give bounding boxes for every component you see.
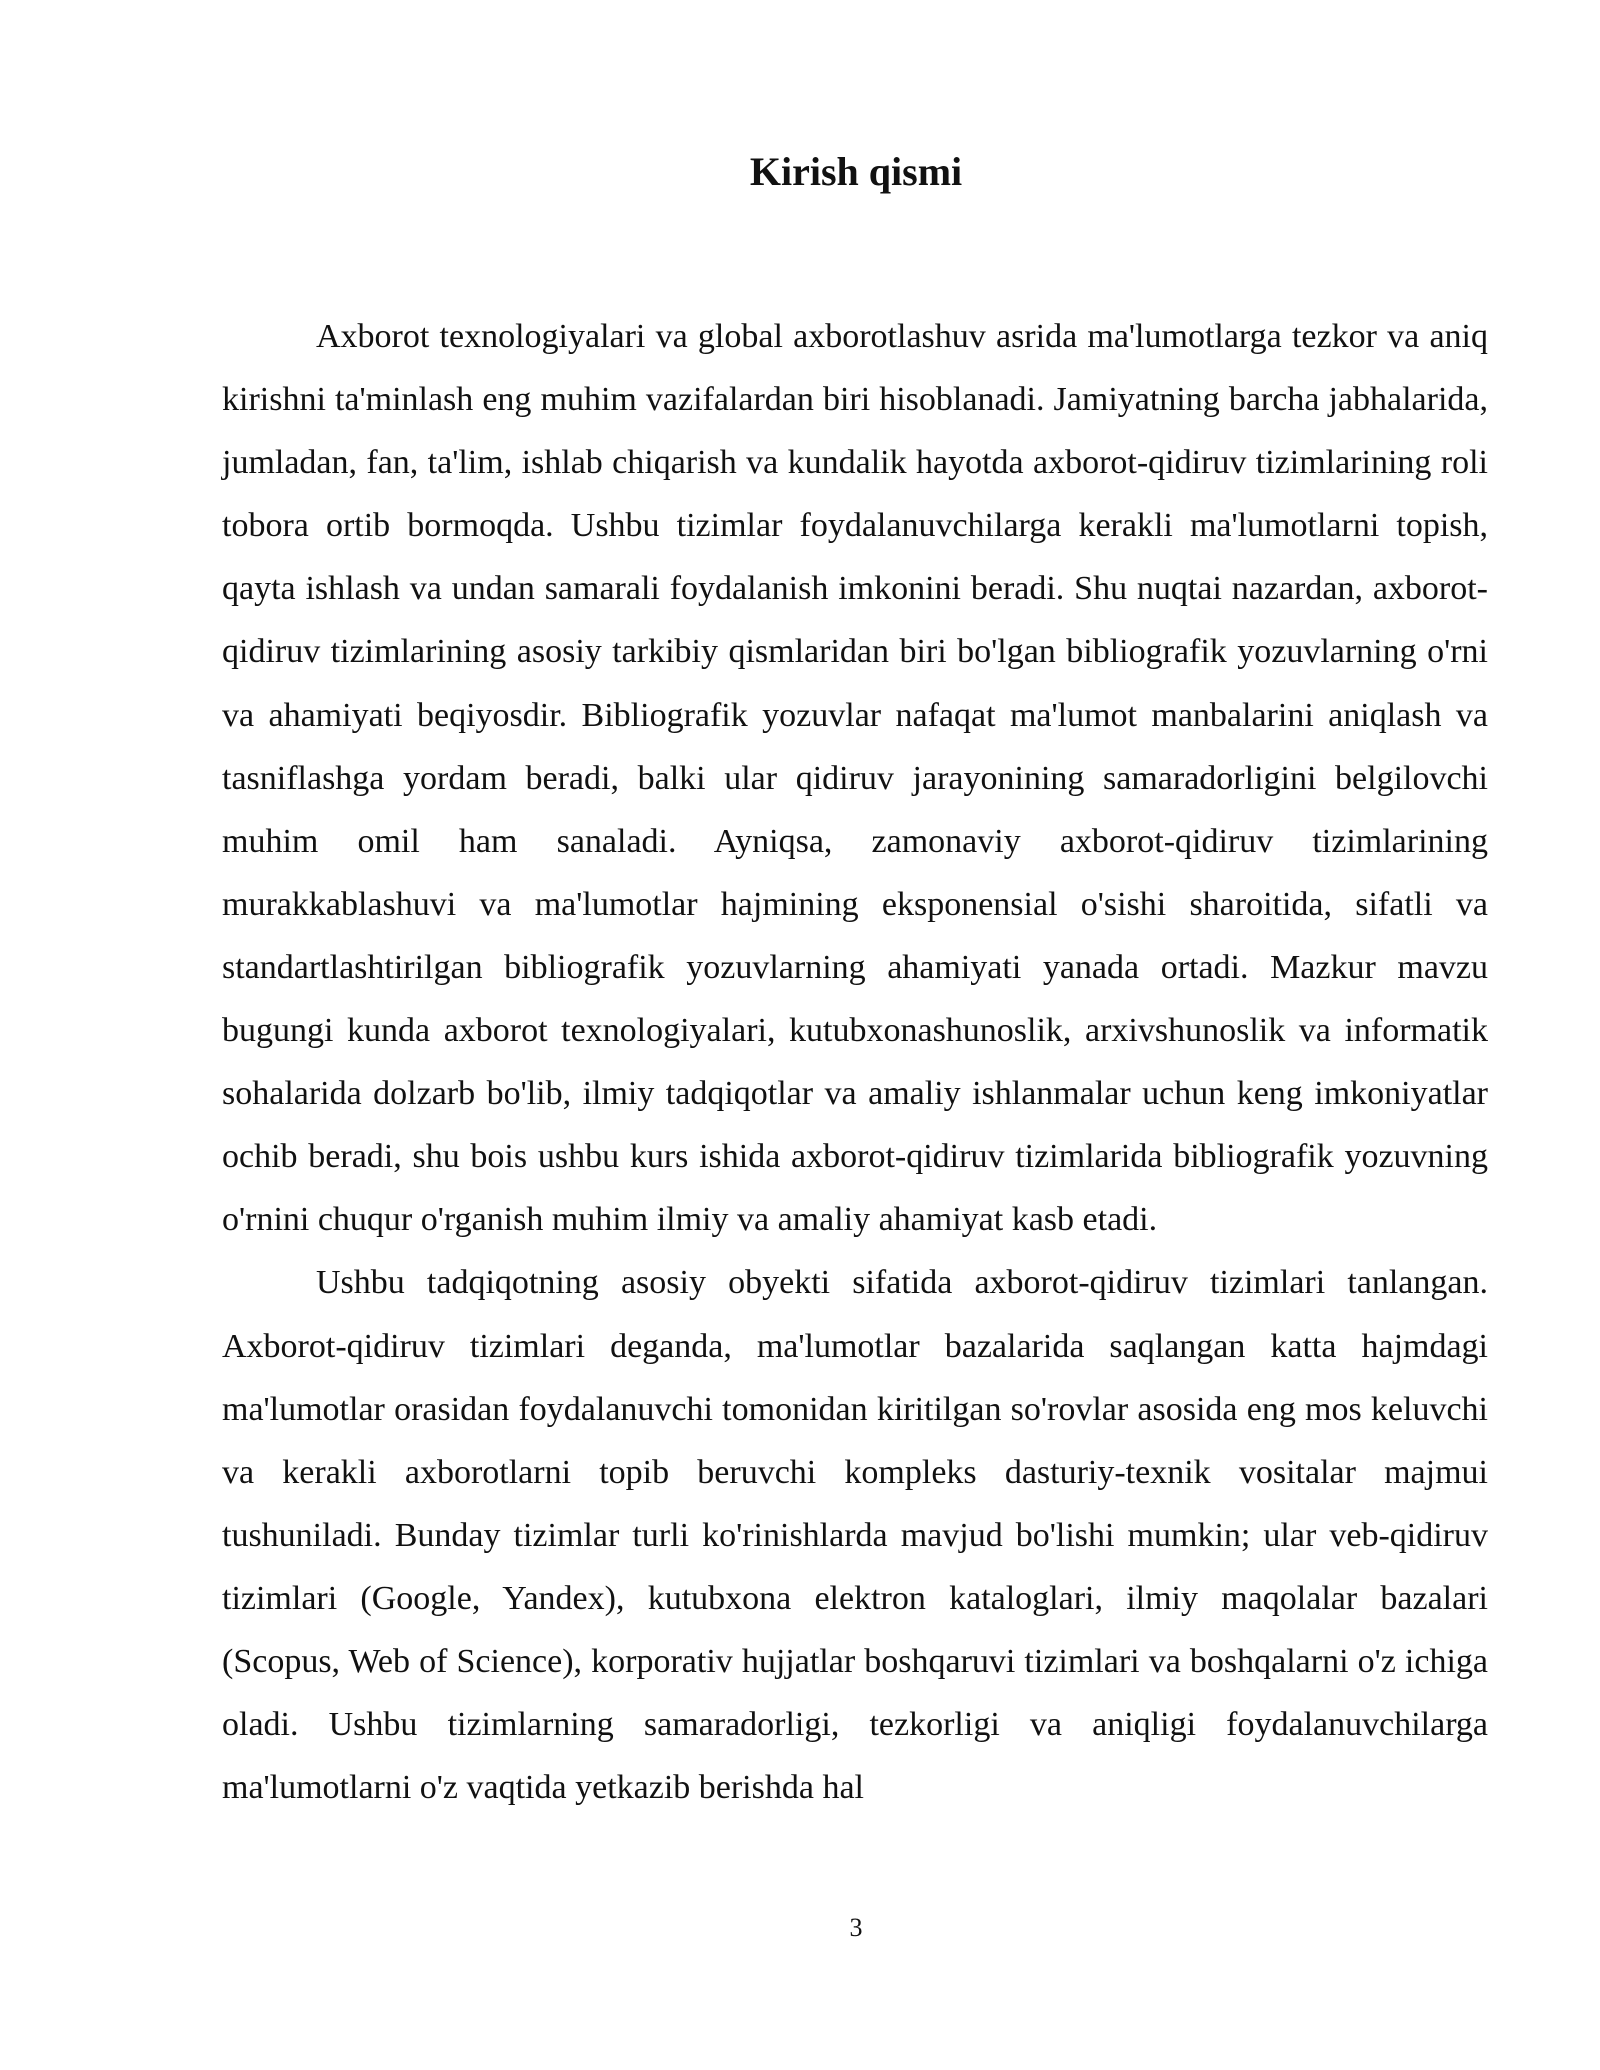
page-title: Kirish qismi [749, 149, 963, 194]
paragraph-object: Ushbu tadqiqotning asosiy obyekti sifatida axborot-qidiruv tizimlari tanlangan. Axborot-qidiruv tizimlari deganda, ma'lumotlar bazalarida saqlangan katta hajmdagi ma'lumotlar orasidan foydalanuvchi tomonidan kiritilgan so'rovlar asosida eng mos keluvchi va kerakli axborotlarni topib beruvchi kompleks dasturiy-texnik vositalar majmui tushuniladi. Bunday tizimlar turli ko'rinishlarda mavjud bo'lishi mumkin; ular veb-qidiruv tizimlari (Google, Yandex), kutubxona elektron kataloglari, ilmiy maqolalar bazalari (Scopus, Web of Science), korporativ hujjatlar boshqaruvi tizimlari va boshqalarni o'z ichiga oladi. Ushbu tizimlarning samaradorligi, tezkorligi va aniqligi foydalanuvchilarga ma'lumotlarni o'z vaqtida yetkazib berishda hal [222, 1264, 1488, 1807]
body-text [222, 305, 1488, 1819]
paragraph-intro: Axborot texnologiyalari va global axborotlashuv asrida ma'lumotlarga tezkor va aniq kirishni ta'minlash eng muhim vazifalardan biri hisoblanadi. Jamiyatning barcha jabhalarida, jumladan, fan, ta'lim, ishlab chiqarish va kundalik hayotda axborot-qidiruv tizimlarining roli tobora ortib bormoqda. Ushbu tizimlar foydalanuvchilarga kerakli ma'lumotlarni topish, qayta ishlash va undan samarali foydalanish imkonini beradi. Shu nuqtai nazardan, axborot-qidiruv tizimlarining asosiy tarkibiy qismlaridan biri bo'lgan bibliografik yozuvlarning o'rni va ahamiyati beqiyosdir. Bibliografik yozuvlar nafaqat ma'lumot manbalarini aniqlash va tasniflashga yordam beradi, balki ular qidiruv jarayonining samaradorligini belgilovchi muhim omil ham sanaladi. Ayniqsa, zamonaviy axborot-qidiruv tizimlarining murakkablashuvi va ma'lumotlar hajmining eksponensial o'sishi sharoitida, sifatli va standartlashtirilgan bibliografik yozuvlarning ahamiyati yanada ortadi. Mazkur mavzu bugungi kunda axborot texnologiyalari, kutubxonashunoslik, arxivshunoslik va informatik sohalarida dolzarb bo'lib, ilmiy tadqiqotlar va amaliy ishlanmalar uchun keng imkoniyatlar ochib beradi, shu bois ushbu kurs ishida axborot-qidiruv tizimlarida bibliografik yozuvning o'rnini chuqur o'rganish muhim ilmiy va amaliy ahamiyat kasb etadi. [222, 318, 1488, 1239]
page-number: 3 [849, 1913, 863, 1942]
